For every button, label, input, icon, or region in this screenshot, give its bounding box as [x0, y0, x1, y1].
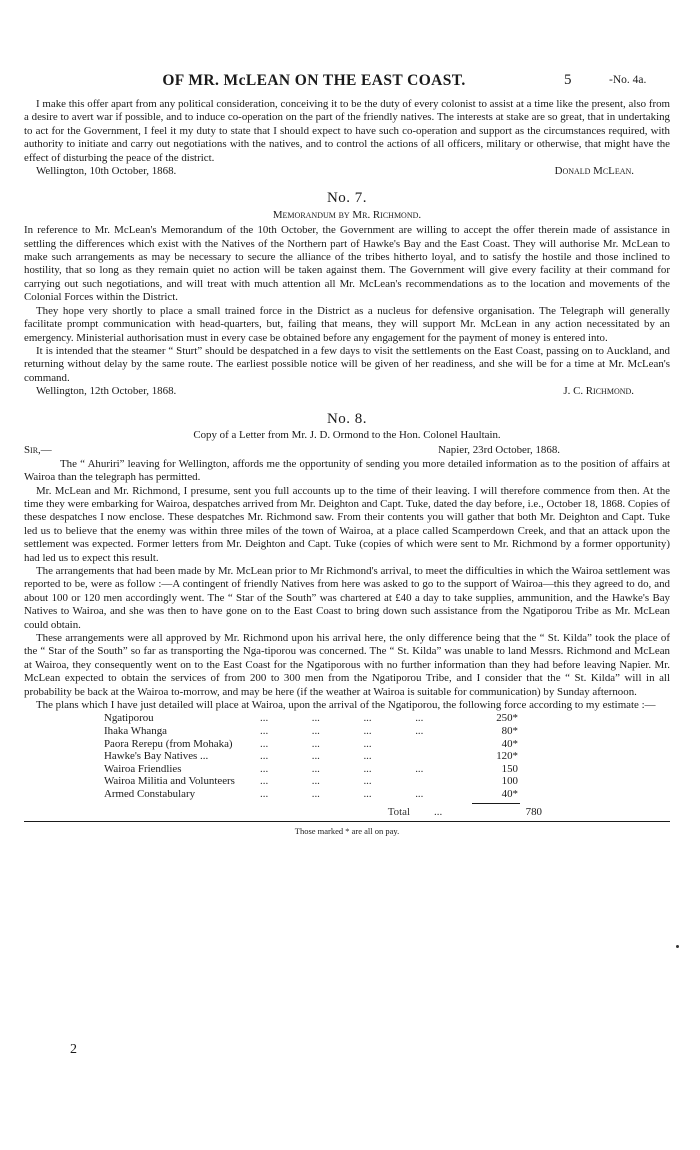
header-document-ref: -No. 4a.	[609, 74, 647, 86]
no8-paragraph-3: The arrangements that had been made by Mr. McLean prior to Mr Richmond's arrival, to meet the difficulties in which the Wairoa settlement was reported to be, were as follow :—A contingent of friendly Natives from here was asked to go to the support of Wairoa—this they agreed to do, and about 100 or 120 men accordingly went. The “ Star of the South” was chartered at £40 a day to take supplies, ammunition, and the Hawke's Bay Natives to Wairoa, and she was then to have gone on to the East Coast to bring down such assistance from the Ngatiporou Tribe as Mr. McLean could obtain.	[24, 565, 670, 631]
total-dots: ...	[434, 805, 443, 818]
running-header	[24, 72, 670, 92]
signature-line-2	[24, 385, 670, 398]
signature-place: Wellington, 10th October, 1868.	[36, 165, 177, 178]
signature-name: J. C. Richmond.	[563, 385, 634, 398]
force-row	[104, 725, 518, 738]
force-leader-dots: ... ... ... ...	[260, 788, 424, 801]
force-leader-dots: ... ... ... ...	[260, 712, 424, 725]
force-name: Armed Constabulary	[104, 788, 196, 801]
force-value: 40*	[501, 737, 518, 750]
footnote-rule	[24, 821, 670, 822]
section-heading-no7: No. 7.	[326, 190, 368, 207]
section-subtitle-no7: Memorandum by Mr. Richmond.	[272, 208, 422, 221]
force-name: Paora Rerepu (from Mohaka)	[104, 737, 233, 750]
force-value: 120*	[496, 750, 518, 763]
total-label: Total	[387, 805, 410, 818]
force-name: Wairoa Militia and Volunteers	[104, 775, 235, 788]
no7-paragraph-2: They hope very shortly to place a small trained force in the District as a nucleus for defensive organisation. The Telegraph will generally facilitate prompt communication with head-quarters, but, failing that means, they will support Mr. McLean in any action necessitated by an emergency. Ministerial authorisation must in every case be obtained before any engagement for the payment of money is entered into.	[24, 304, 670, 344]
force-value: 100	[501, 775, 518, 788]
no7-paragraph-3: It is intended that the steamer “ Sturt” should be despatched in a few days to visit the settlements on the East Coast, passing on to Auckland, and returning without delay by the same route. The earliest possible notice will be given of her readiness, and she will be for a time at Mr. McLean's command.	[24, 344, 670, 384]
force-row	[104, 775, 518, 788]
letter-salutation-line	[24, 444, 670, 457]
header-page-number: 5	[564, 72, 572, 88]
signature-place: Wellington, 12th October, 1868.	[36, 385, 177, 398]
no8-paragraph-4: These arrangements were all approved by Mr. Richmond upon his arrival here, the only difference being that the “ St. Kilda” took the place of the “ Star of the South” so far as transporting the Nga-tiporou was concerned. The “ St. Kilda” was unable to land Messrs. Richmond and McLean at Wairoa, they consequently went on to the East Coast for the Ngatiporous with no further information than they had before leaving Napier. Mr. McLean expected to obtain the services of from 200 to 300 men from the Ngatiporou Tribe, and I consider that the “ St. Kilda” will in all probability be back at the Wairoa to-morrow, and may be here (if the weather at Wairoa is suitable for communication) by Sunday afternoon.	[24, 632, 670, 698]
speck-mark	[676, 945, 679, 948]
force-leader-dots: ... ... ... ...	[260, 762, 424, 775]
force-leader-dots: ... ... ...	[260, 737, 372, 750]
no7-paragraph-1: In reference to Mr. McLean's Memorandum of the 10th October, the Government are willing to accept the offer therein made of assistance in settling the differences which exist with the Natives of the Northern part of Hawke's Bay and the East Coast. They will authorise Mr. McLean to make such arrangements as may be necessary to secure the alliance of the tribes hitherto loyal, and to satisfy the hostile and those inclined to hostility, that so long as they remain quiet no action will be taken against them. The Government will give every facility at their command for carrying out such negotiations, and will treat with much attention all Mr. McLean's recommendations as to the location and movements of the Colonial Forces within the District.	[24, 224, 670, 304]
document-body	[24, 98, 670, 839]
no8-paragraph-2: Mr. McLean and Mr. Richmond, I presume, sent you full accounts up to the time of their leaving. I will therefore commence from then. At the time they were embarking for Wairoa, despatches arrived from Mr. Deighton and Capt. Tuke, dated the day before, i.e., October 18, 1868. Copies of these despatches I now enclose. These despatches Mr. Richmond saw. From their contents you will gather that both Mr. Deighton and Capt. Tuke led us to believe that the enemy was within three miles of the town of Wairoa, at a place called Scamperdown Creek, and that an attack upon the settlement was expected. Former letters from Mr. Deighton and Capt. Tuke (copies of which were sent to Mr. Richmond by a former opportunity) had led us to expect this result.	[24, 484, 670, 564]
force-total-table	[104, 806, 542, 819]
force-row	[104, 750, 518, 763]
section-heading-no8: No. 8.	[326, 410, 368, 427]
section-subtitle-no8: Copy of a Letter from Mr. J. D. Ormond to the Hon. Colonel Haultain.	[193, 428, 501, 441]
footnote: Those marked * are all on pay.	[294, 826, 400, 837]
force-row	[104, 788, 518, 801]
signature-line-1	[24, 165, 670, 178]
salutation: Sir,—	[24, 444, 52, 457]
intro-paragraph: I make this offer apart from any political consideration, conceiving it to be the duty of every colonist to assist at a time like the present, also from a desire to avert war if possible, and to induce co-operation on the part of the friendly natives. The interests at stake are so great, that in undertaking to act for the Government, I feel it my duty to state that I should expect to have such co-operation and support as the circumstances required, with authority to initiate and carry out negotiations with the natives, and to control the actions of all officers, military or otherwise, that might have the effect of disturbing the peace of the district.	[24, 98, 670, 164]
page-signature-number: 2	[70, 1042, 77, 1057]
force-value: 250*	[496, 712, 518, 725]
force-leader-dots: ... ... ...	[260, 750, 372, 763]
total-row	[104, 806, 542, 819]
force-row	[104, 763, 518, 776]
signature-name: Donald McLean.	[554, 165, 634, 178]
force-leader-dots: ... ... ... ...	[260, 725, 424, 738]
no8-paragraph-5: The plans which I have just detailed will place at Wairoa, upon the arrival of the Ngatiporou, the following force according to my estimate :—	[36, 699, 656, 712]
total-value: 780	[525, 805, 542, 818]
force-name: Hawke's Bay Natives ...	[104, 750, 209, 763]
force-value: 40*	[501, 788, 518, 801]
no8-paragraph-1: The “ Ahuriri” leaving for Wellington, affords me the opportunity of sending you more detailed information as to the position of affairs at Wairoa than the telegraph has permitted.	[24, 457, 670, 484]
letter-dateline: Napier, 23rd October, 1868.	[438, 444, 560, 457]
force-row	[104, 738, 518, 751]
total-rule	[472, 803, 520, 804]
force-value: 150	[501, 762, 518, 775]
force-name: Ihaka Whanga	[104, 725, 167, 738]
force-row	[104, 712, 518, 725]
force-estimate-table	[104, 712, 518, 800]
force-name: Ngatiporou	[104, 712, 154, 725]
force-leader-dots: ... ... ...	[260, 775, 372, 788]
force-value: 80*	[501, 725, 518, 738]
force-name: Wairoa Friendlies	[104, 762, 182, 775]
header-title: OF MR. McLEAN ON THE EAST COAST.	[162, 72, 466, 89]
